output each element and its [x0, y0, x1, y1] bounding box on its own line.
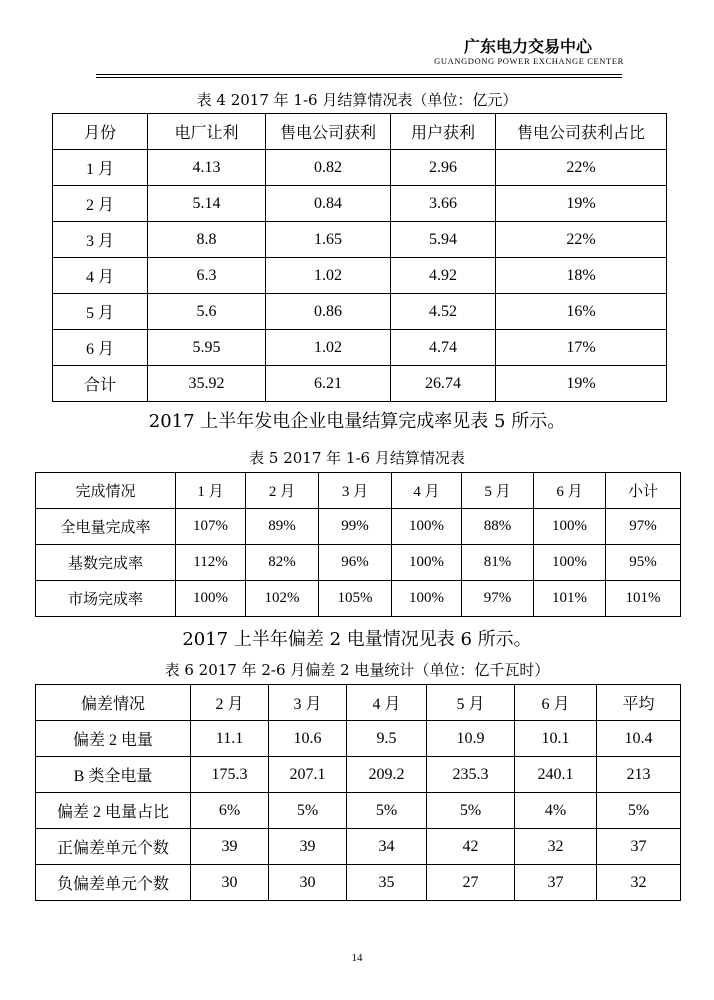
table6-cell: 5%	[347, 793, 427, 829]
header-rule-bottom	[96, 77, 622, 78]
table5-cell: 89%	[246, 509, 319, 545]
table5-row	[36, 581, 681, 617]
table4-cell: 2 月	[53, 186, 148, 222]
table4-cell: 22%	[496, 222, 667, 258]
table6-cell: 37	[597, 829, 681, 865]
table4-header-cell: 用户获利	[391, 114, 496, 150]
table5-cell: 107%	[176, 509, 246, 545]
table4-cell: 4 月	[53, 258, 148, 294]
table4-cell: 6.21	[266, 366, 391, 402]
table5-cell: 101%	[534, 581, 606, 617]
table4-cell: 5.94	[391, 222, 496, 258]
table5-header-cell: 6 月	[534, 473, 606, 509]
table4-cell: 0.86	[266, 294, 391, 330]
table5-cell: 100%	[176, 581, 246, 617]
table4-cell: 1 月	[53, 150, 148, 186]
table5-cell: 100%	[534, 509, 606, 545]
table6-row	[36, 865, 681, 901]
page-number: 14	[351, 952, 363, 964]
table4-row	[53, 222, 667, 258]
table6	[35, 684, 681, 901]
table4-cell: 3 月	[53, 222, 148, 258]
table6-header-row	[36, 685, 681, 721]
table5-cell: 81%	[462, 545, 534, 581]
table6-cell: 39	[191, 829, 269, 865]
table4-header-cell: 月份	[53, 114, 148, 150]
table5-cell: 100%	[534, 545, 606, 581]
table4-cell: 5.14	[148, 186, 266, 222]
table5-cell: 99%	[319, 509, 392, 545]
table4-row	[53, 258, 667, 294]
table6-cell: 正偏差单元个数	[36, 829, 191, 865]
table4-cell: 8.8	[148, 222, 266, 258]
table6-cell: 30	[269, 865, 347, 901]
table4-cell: 19%	[496, 366, 667, 402]
table5-cell: 97%	[462, 581, 534, 617]
table4-cell: 2.96	[391, 150, 496, 186]
table6-cell: 32	[515, 829, 597, 865]
table5-row	[36, 509, 681, 545]
table5-header-cell: 2 月	[246, 473, 319, 509]
table5-header-cell: 3 月	[319, 473, 392, 509]
table6-cell: 209.2	[347, 757, 427, 793]
table4-cell: 0.84	[266, 186, 391, 222]
table5-header-cell: 小计	[606, 473, 681, 509]
table6-row	[36, 757, 681, 793]
table4-cell: 0.82	[266, 150, 391, 186]
table5-cell: 105%	[319, 581, 392, 617]
table4-row	[53, 294, 667, 330]
table5-cell: 全电量完成率	[36, 509, 176, 545]
table4-cell: 19%	[496, 186, 667, 222]
table6-cell: 175.3	[191, 757, 269, 793]
table4-row	[53, 150, 667, 186]
table4-cell: 4.13	[148, 150, 266, 186]
table5-cell: 100%	[392, 509, 462, 545]
table6-cell: 10.1	[515, 721, 597, 757]
table4-header-cell: 售电公司获利	[266, 114, 391, 150]
table5-header-cell: 1 月	[176, 473, 246, 509]
table6-cell: 6%	[191, 793, 269, 829]
table5-row	[36, 545, 681, 581]
table6-body	[36, 685, 681, 901]
table4-cell: 4.92	[391, 258, 496, 294]
table5-body	[36, 473, 681, 617]
table6-header-cell: 2 月	[191, 685, 269, 721]
table6-caption: 表 6 2017 年 2-6 月偏差 2 电量统计（单位：亿千瓦时）	[164, 661, 550, 679]
table5-cell: 97%	[606, 509, 681, 545]
table6-cell: 30	[191, 865, 269, 901]
table6-cell: 37	[515, 865, 597, 901]
table5-header-cell: 5 月	[462, 473, 534, 509]
table6-cell: 11.1	[191, 721, 269, 757]
table6-cell: 213	[597, 757, 681, 793]
table6-cell: 偏差 2 电量占比	[36, 793, 191, 829]
table6-cell: 5%	[269, 793, 347, 829]
table6-cell: 35	[347, 865, 427, 901]
table6-header-cell: 3 月	[269, 685, 347, 721]
table4-header-row	[53, 114, 667, 150]
table4-cell: 5.6	[148, 294, 266, 330]
table6-header-cell: 平均	[597, 685, 681, 721]
table4-row	[53, 186, 667, 222]
table4-cell: 4.52	[391, 294, 496, 330]
table6-cell: B 类全电量	[36, 757, 191, 793]
paragraph-2: 2017 上半年偏差 2 电量情况见表 6 所示。	[182, 629, 532, 650]
table6-cell: 207.1	[269, 757, 347, 793]
table6-cell: 10.6	[269, 721, 347, 757]
table6-cell: 5%	[427, 793, 515, 829]
table5-cell: 112%	[176, 545, 246, 581]
header-rule-top	[96, 74, 622, 75]
table6-header-cell: 偏差情况	[36, 685, 191, 721]
table4-header-cell: 电厂让利	[148, 114, 266, 150]
table4	[52, 113, 667, 402]
table6-cell: 9.5	[347, 721, 427, 757]
table5-cell: 市场完成率	[36, 581, 176, 617]
table6-cell: 42	[427, 829, 515, 865]
table6-header-cell: 6 月	[515, 685, 597, 721]
table6-cell: 5%	[597, 793, 681, 829]
table4-cell: 1.65	[266, 222, 391, 258]
table4-cell: 6.3	[148, 258, 266, 294]
table4-cell: 6 月	[53, 330, 148, 366]
table5-cell: 102%	[246, 581, 319, 617]
header-title: 广东电力交易中心	[463, 37, 592, 56]
table4-cell: 18%	[496, 258, 667, 294]
table4-cell: 3.66	[391, 186, 496, 222]
table5-cell: 82%	[246, 545, 319, 581]
table5-cell: 基数完成率	[36, 545, 176, 581]
table5	[35, 472, 681, 617]
table6-row	[36, 793, 681, 829]
table6-row	[36, 721, 681, 757]
table6-header-cell: 5 月	[427, 685, 515, 721]
table4-body	[53, 114, 667, 402]
table5-caption: 表 5 2017 年 1-6 月结算情况表	[249, 449, 465, 467]
table5-cell: 96%	[319, 545, 392, 581]
table6-cell: 10.4	[597, 721, 681, 757]
table5-cell: 100%	[392, 581, 462, 617]
table6-row	[36, 829, 681, 865]
table4-cell: 1.02	[266, 330, 391, 366]
table4-cell: 5.95	[148, 330, 266, 366]
table6-cell: 4%	[515, 793, 597, 829]
table5-cell: 100%	[392, 545, 462, 581]
table5-cell: 101%	[606, 581, 681, 617]
table6-cell: 偏差 2 电量	[36, 721, 191, 757]
table6-cell: 34	[347, 829, 427, 865]
paragraph-1: 2017 上半年发电企业电量结算完成率见表 5 所示。	[148, 411, 566, 432]
table5-header-cell: 完成情况	[36, 473, 176, 509]
table5-header-cell: 4 月	[392, 473, 462, 509]
table4-cell: 22%	[496, 150, 667, 186]
table4-cell: 26.74	[391, 366, 496, 402]
table5-cell: 95%	[606, 545, 681, 581]
table6-cell: 235.3	[427, 757, 515, 793]
table4-cell: 1.02	[266, 258, 391, 294]
table4-caption: 表 4 2017 年 1-6 月结算情况表（单位：亿元）	[196, 91, 518, 109]
table5-header-row	[36, 473, 681, 509]
table6-cell: 32	[597, 865, 681, 901]
table6-header-cell: 4 月	[347, 685, 427, 721]
table5-cell: 88%	[462, 509, 534, 545]
header-subtitle: GUANGDONG POWER EXCHANGE CENTER	[434, 56, 624, 66]
table4-row	[53, 366, 667, 402]
table4-row	[53, 330, 667, 366]
table6-cell: 10.9	[427, 721, 515, 757]
table4-cell: 合计	[53, 366, 148, 402]
table6-cell: 39	[269, 829, 347, 865]
table6-cell: 负偏差单元个数	[36, 865, 191, 901]
table6-cell: 240.1	[515, 757, 597, 793]
table4-cell: 5 月	[53, 294, 148, 330]
table4-cell: 35.92	[148, 366, 266, 402]
table4-header-cell: 售电公司获利占比	[496, 114, 667, 150]
table4-cell: 4.74	[391, 330, 496, 366]
table6-cell: 27	[427, 865, 515, 901]
table4-cell: 16%	[496, 294, 667, 330]
table4-cell: 17%	[496, 330, 667, 366]
